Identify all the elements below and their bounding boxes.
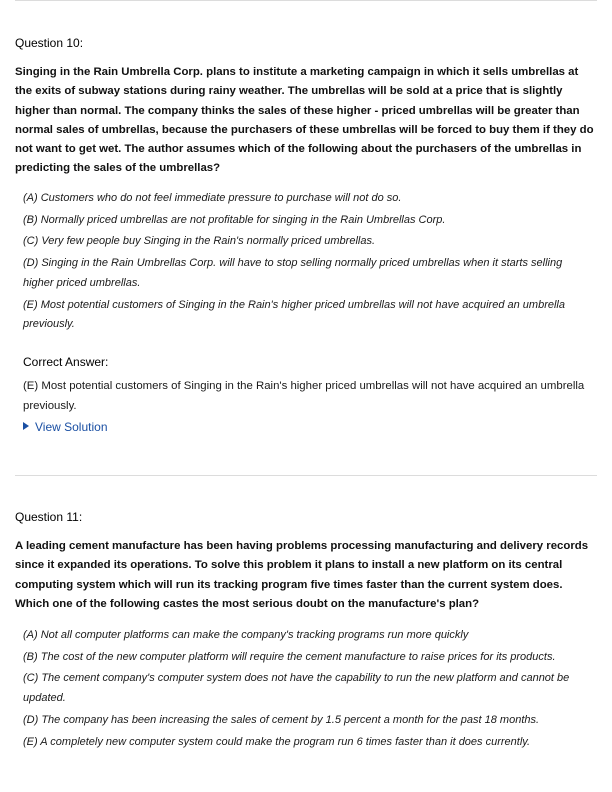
option-c[interactable]: (C) The cement company's computer system does not have the capability to run the new platform and cannot be updated. <box>23 672 570 705</box>
question-10-stem: Singing in the Rain Umbrella Corp. plans to institute a marketing campaign in which it sells umbrellas at the exits of subway stations during rainy weather. The umbrellas will be sold at a price that is slightly higher than normal. The company thinks the sales of these higher - priced umbrellas will be greater than normal sales of umbrellas, because the purchasers of these umbrellas will be forced to buy them if they do not want to get wet. The author assumes which of the following about the purchasers of the umbrellas in predicting the sales of the umbrellas? <box>15 66 594 175</box>
option-a[interactable]: (A) Customers who do not feel immediate pressure to purchase will not do so. <box>23 192 402 204</box>
option-c[interactable]: (C) Very few people buy Singing in the Rain's normally priced umbrellas. <box>23 235 376 248</box>
view-solution-label: View Solution <box>35 420 108 434</box>
question-divider <box>15 475 597 476</box>
question-11-options <box>23 626 593 754</box>
option-e[interactable]: (E) A completely new computer system could make the program run 6 times faster than it does currently. <box>23 735 531 748</box>
option-a[interactable]: (A) Not all computer platforms can make the company's tracking programs run more quickly <box>23 629 469 641</box>
correct-answer-text: (E) Most potential customers of Singing in the Rain's higher priced umbrellas will not have acquired an umbrella previously. <box>23 380 585 412</box>
option-e[interactable]: (E) Most potential customers of Singing in the Rain's higher priced umbrellas will not have acquired an umbrella previously. <box>23 298 565 331</box>
option-b[interactable]: (B) Normally priced umbrellas are not profitable for singing in the Rain Umbrellas Corp. <box>23 213 446 226</box>
correct-answer-label: Correct Answer: <box>23 355 109 369</box>
top-divider <box>15 0 597 1</box>
question-11-title: Question 11: <box>15 510 83 524</box>
question-11-stem: A leading cement manufacture has been having problems processing manufacturing and delivery records since it expanded its operations. To solve this problem it plans to install a new platform on its central computing system which will run its tracking program five times faster than the current system does. Which one of the following castes the most serious doubt on the manufacture's plan? <box>15 540 589 610</box>
triangle-right-icon <box>23 422 29 430</box>
option-b[interactable]: (B) The cost of the new computer platform will require the cement manufacture to raise prices for its products. <box>23 650 556 663</box>
view-solution-link[interactable] <box>23 418 108 436</box>
question-10-title: Question 10: <box>15 36 84 50</box>
option-d[interactable]: (D) The company has been increasing the sales of cement by 1.5 percent a month for the past 18 months. <box>23 713 540 726</box>
option-d[interactable]: (D) Singing in the Rain Umbrellas Corp. will have to stop selling normally priced umbrellas when it starts selling higher priced umbrellas. <box>23 257 563 289</box>
question-10-options <box>23 189 593 337</box>
